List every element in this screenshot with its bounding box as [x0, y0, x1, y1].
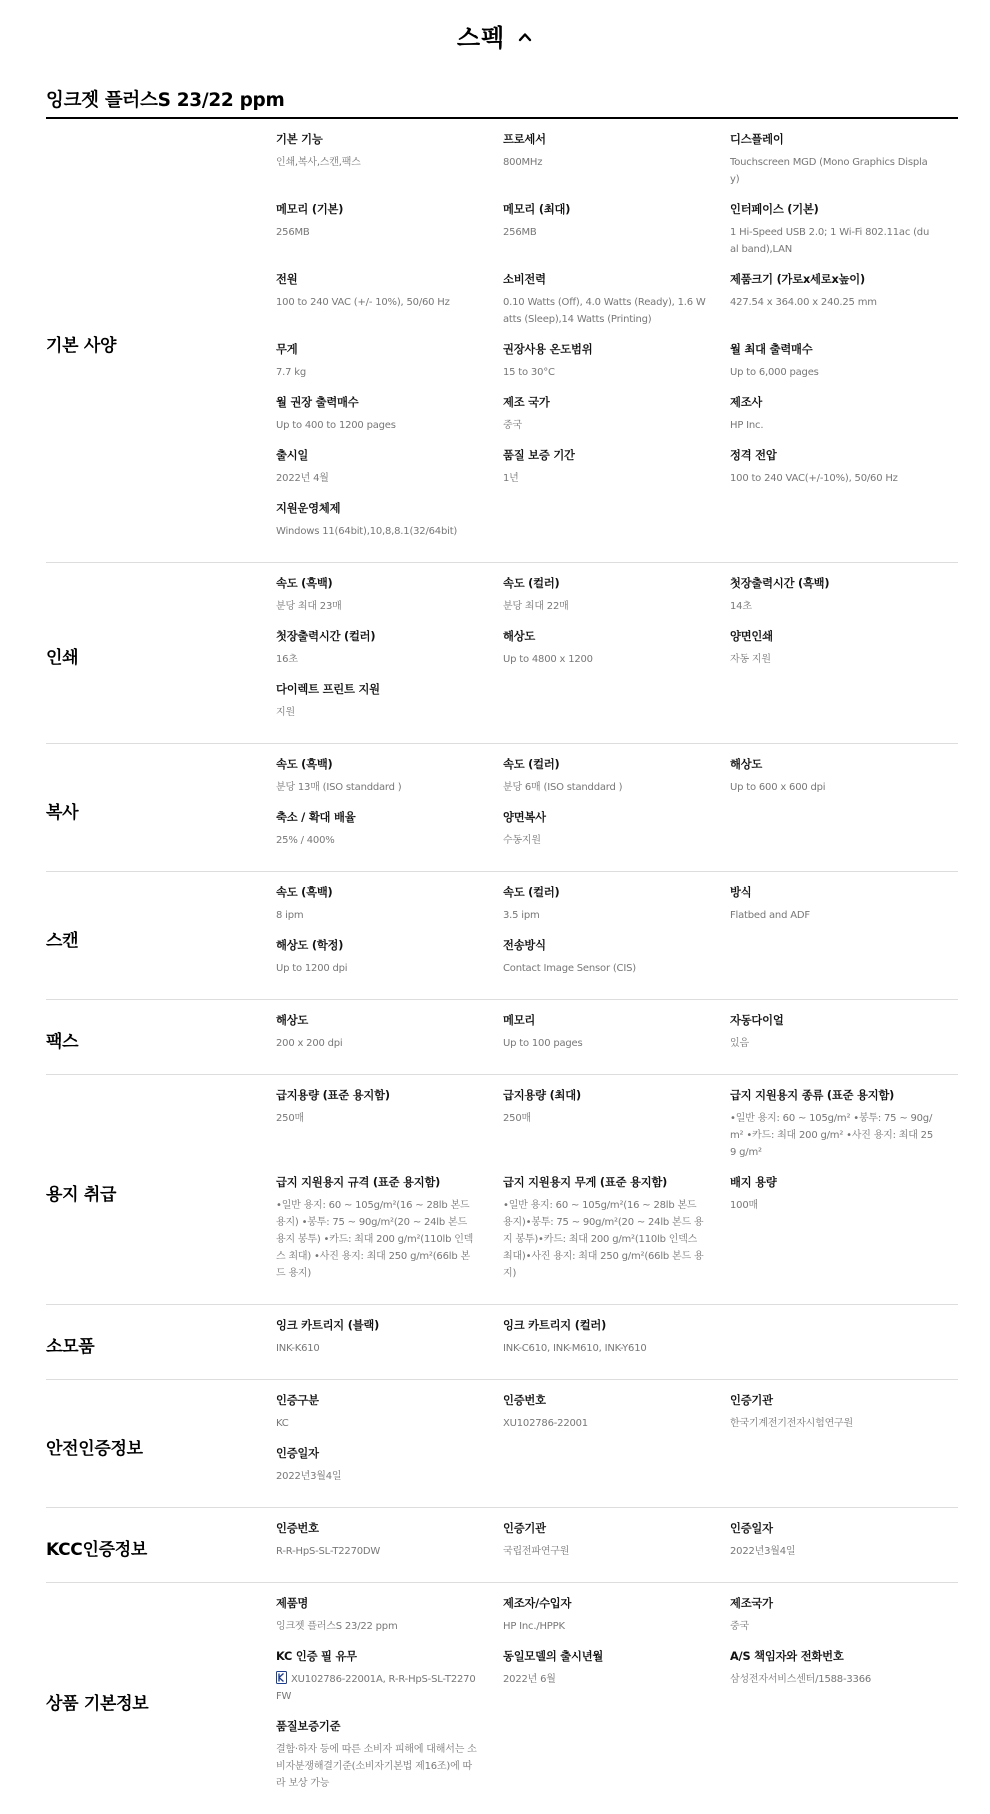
spec-value: 한국기계전기전자시험연구원 — [730, 1418, 853, 1429]
spec-label: 인증번호 — [276, 1522, 319, 1535]
spec-value: •일반 용지: 60 ~ 105g/m² •봉투: 75 ~ 90g/m² •카드: 최대 200 g/m² •사진 용지: 최대 259 g/m² — [730, 1113, 933, 1158]
spec-value: 1 Hi-Speed USB 2.0; 1 Wi-Fi 802.11ac (dual band),LAN — [730, 227, 930, 255]
spec-value: Contact Image Sensor (CIS) — [503, 963, 636, 974]
spec-section — [46, 1075, 958, 1305]
spec-value: 800MHz — [503, 157, 543, 168]
spec-item — [503, 1596, 730, 1635]
spec-item — [730, 1393, 958, 1432]
spec-label: 인증번호 — [503, 1394, 546, 1407]
spec-grid — [276, 1013, 958, 1066]
chevron-up-icon[interactable] — [517, 29, 533, 45]
spec-label: 급지 지원용지 종류 (표준 용지함) — [730, 1089, 895, 1102]
spec-value: 256MB — [276, 227, 310, 238]
spec-label: 급지 지원용지 무게 (표준 용지함) — [503, 1176, 668, 1189]
spec-section — [46, 744, 958, 872]
spec-value: XU102786-22001 — [503, 1418, 588, 1429]
spec-label: 양면복사 — [503, 811, 546, 824]
spec-label: 속도 (흑백) — [276, 886, 333, 899]
spec-value: 100매 — [730, 1200, 758, 1211]
section-category: 팩스 — [46, 1032, 79, 1052]
spec-section — [46, 872, 958, 1000]
spec-value: 250매 — [503, 1113, 531, 1124]
spec-label: 제조국가 — [730, 1597, 773, 1610]
spec-label: 해상도 (학정) — [276, 939, 344, 952]
spec-label: 해상도 — [730, 758, 763, 771]
spec-value: 100 to 240 VAC(+/-10%), 50/60 Hz — [730, 473, 898, 484]
spec-item — [276, 629, 503, 668]
spec-item — [503, 1013, 730, 1052]
spec-item — [276, 938, 503, 977]
section-category: 기본 사양 — [46, 335, 117, 356]
spec-value: Touchscreen MGD (Mono Graphics Display) — [730, 157, 928, 185]
spec-item — [503, 1318, 730, 1357]
section-category: 용지 취급 — [46, 1184, 117, 1205]
spec-item — [276, 1596, 503, 1635]
spec-grid — [276, 885, 958, 991]
spec-item — [730, 576, 958, 615]
spec-value: 분당 최대 23매 — [276, 601, 342, 612]
spec-item — [276, 448, 503, 487]
spec-value: •일반 용지: 60 ~ 105g/m²(16 ~ 28lb 본드 용지) •봉투: 75 ~ 90g/m²(20 ~ 24lb 본드 용지 봉투) •카드: 최대 200 g/m²(110lb 인덱스 최대) •사진 용지: 최대 250 g/m²(66lb 본드 용지) — [276, 1200, 474, 1279]
spec-value: 있음 — [730, 1038, 749, 1049]
spec-value: R-R-HpS-SL-T2270DW — [276, 1546, 381, 1557]
spec-sections — [46, 119, 958, 1814]
spec-label: 품질 보증 기간 — [503, 449, 575, 462]
spec-label: 속도 (흑백) — [276, 577, 333, 590]
spec-grid — [276, 1596, 958, 1806]
spec-label: 월 권장 출력매수 — [276, 396, 359, 409]
spec-item — [503, 810, 730, 849]
spec-grid — [276, 757, 958, 863]
spec-label: 인증구분 — [276, 1394, 319, 1407]
spec-value: 14초 — [730, 601, 752, 612]
spec-value: Up to 100 pages — [503, 1038, 583, 1049]
spec-label: 인증일자 — [730, 1522, 773, 1535]
spec-item — [730, 202, 958, 258]
section-category: 인쇄 — [46, 648, 79, 668]
spec-value: 국립전파연구원 — [503, 1546, 570, 1557]
spec-item — [730, 342, 958, 381]
spec-grid — [276, 576, 958, 735]
spec-section — [46, 563, 958, 744]
spec-value: 256MB — [503, 227, 537, 238]
spec-value: 분당 6매 (ISO standdard ) — [503, 782, 623, 793]
spec-item — [730, 1521, 958, 1560]
spec-item — [730, 272, 958, 328]
spec-value: Up to 6,000 pages — [730, 367, 819, 378]
spec-value: 200 x 200 dpi — [276, 1038, 343, 1049]
spec-label: 잉크 카트리지 (블랙) — [276, 1319, 380, 1332]
spec-item — [730, 132, 958, 188]
spec-label: 전송방식 — [503, 939, 546, 952]
spec-value: 250매 — [276, 1113, 304, 1124]
spec-item — [276, 1719, 503, 1792]
spec-label: 인증기관 — [730, 1394, 773, 1407]
spec-value: Up to 400 to 1200 pages — [276, 420, 396, 431]
spec-value: Up to 1200 dpi — [276, 963, 348, 974]
spec-item — [503, 629, 730, 668]
spec-item — [276, 501, 503, 540]
spec-item — [276, 1013, 503, 1052]
spec-label: 첫장출력시간 (컬러) — [276, 630, 376, 643]
spec-label: 양면인쇄 — [730, 630, 773, 643]
spec-item — [503, 1393, 730, 1432]
section-category: 복사 — [46, 802, 79, 823]
product-title: 잉크젯 플러스S 23/22 ppm — [46, 90, 285, 111]
spec-label: 속도 (컬러) — [503, 577, 560, 590]
spec-section — [46, 119, 958, 563]
spec-label: 무게 — [276, 343, 298, 356]
spec-item — [503, 576, 730, 615]
spec-item — [276, 1318, 503, 1357]
spec-value: 지원 — [276, 707, 295, 718]
spec-value: INK-C610, INK-M610, INK-Y610 — [503, 1343, 647, 1354]
spec-grid — [276, 1521, 958, 1574]
spec-label: 품질보증기준 — [276, 1720, 341, 1733]
spec-value: Up to 4800 x 1200 — [503, 654, 593, 665]
spec-item — [276, 757, 503, 796]
spec-value: 2022년3월4일 — [730, 1546, 796, 1557]
spec-item — [730, 1596, 958, 1635]
spec-label: 제조자/수입자 — [503, 1597, 572, 1610]
spec-value: •일반 용지: 60 ~ 105g/m²(16 ~ 28lb 본드 용지)•봉투: 75 ~ 90g/m²(20 ~ 24lb 본드 용지 봉투)•카드: 최대 200 g/m²(110lb 인덱스 최대)•사진 용지: 최대 250 g/m²(66lb 본드 용지) — [503, 1200, 704, 1279]
spec-label: 메모리 — [503, 1014, 536, 1027]
spec-item — [503, 342, 730, 381]
spec-item — [730, 448, 958, 487]
spec-item — [503, 1649, 730, 1705]
spec-value: 분당 13매 (ISO standdard ) — [276, 782, 402, 793]
spec-item — [276, 272, 503, 328]
spec-item — [503, 1521, 730, 1560]
spec-item — [730, 1013, 958, 1052]
spec-section — [46, 1305, 958, 1380]
spec-value: KC — [276, 1418, 289, 1429]
spec-label: 제품명 — [276, 1597, 309, 1610]
section-category: KCC인증정보 — [46, 1540, 147, 1560]
spec-item — [503, 272, 730, 328]
spec-label: 메모리 (기본) — [276, 203, 344, 216]
spec-label: 권장사용 온도범위 — [503, 343, 593, 356]
spec-label: 인터페이스 (기본) — [730, 203, 819, 216]
spec-value: 2022년3월4일 — [276, 1471, 342, 1482]
spec-label: 제조 국가 — [503, 396, 550, 409]
spec-value: 100 to 240 VAC (+/- 10%), 50/60 Hz — [276, 297, 450, 308]
spec-value: 잉크젯 플러스S 23/22 ppm — [276, 1621, 398, 1632]
section-category: 스캔 — [46, 930, 79, 951]
section-category: 안전인증정보 — [46, 1438, 143, 1459]
spec-label: 소비전력 — [503, 273, 546, 286]
spec-value: 중국 — [730, 1621, 749, 1632]
spec-label: 출시일 — [276, 449, 309, 462]
spec-section — [46, 1508, 958, 1583]
spec-item — [276, 885, 503, 924]
spec-item — [276, 132, 503, 188]
spec-label: 자동다이얼 — [730, 1014, 784, 1027]
spec-label: 제품크기 (가로x세로x높이) — [730, 273, 865, 286]
spec-item — [276, 682, 503, 721]
spec-item — [503, 202, 730, 258]
spec-item — [730, 757, 958, 796]
spec-label: 해상도 — [276, 1014, 309, 1027]
spec-label: 디스플레이 — [730, 133, 784, 146]
spec-label: KC 인증 필 유무 — [276, 1650, 357, 1663]
spec-label: 동일모델의 출시년월 — [503, 1650, 604, 1663]
spec-value: 15 to 30°C — [503, 367, 555, 378]
spec-value: 수동지원 — [503, 835, 541, 846]
spec-label: 인증일자 — [276, 1447, 319, 1460]
spec-label: 다이렉트 프린트 지원 — [276, 683, 380, 696]
spec-label: 속도 (컬러) — [503, 886, 560, 899]
spec-value: 8 ipm — [276, 910, 304, 921]
spec-label: 월 최대 출력매수 — [730, 343, 813, 356]
spec-label: 잉크 카트리지 (컬러) — [503, 1319, 607, 1332]
spec-value: XU102786-22001A, R-R-HpS-SL-T2270FW — [276, 1671, 479, 1705]
spec-item — [503, 395, 730, 434]
spec-label: 방식 — [730, 886, 752, 899]
spec-item — [276, 342, 503, 381]
spec-value: 자동 지원 — [730, 654, 771, 665]
spec-item — [730, 885, 958, 924]
spec-label: 급지용량 (최대) — [503, 1089, 581, 1102]
spec-section — [46, 1000, 958, 1075]
spec-value: 16초 — [276, 654, 298, 665]
spec-label: 지원운영체제 — [276, 502, 341, 515]
spec-label: 전원 — [276, 273, 298, 286]
spec-label: 속도 (컬러) — [503, 758, 560, 771]
spec-item — [276, 1175, 503, 1282]
spec-value: 2022년 6월 — [503, 1674, 556, 1685]
spec-item — [730, 1175, 958, 1282]
spec-label: 정격 전압 — [730, 449, 777, 462]
spec-item — [276, 202, 503, 258]
spec-label: 제조사 — [730, 396, 763, 409]
spec-item — [730, 629, 958, 668]
spec-label: 프로세서 — [503, 133, 546, 146]
spec-value: 3.5 ipm — [503, 910, 540, 921]
spec-item — [730, 395, 958, 434]
spec-value: 0.10 Watts (Off), 4.0 Watts (Ready), 1.6 Watts (Sleep),14 Watts (Printing) — [503, 297, 706, 325]
spec-label: 급지 지원용지 규격 (표준 용지함) — [276, 1176, 441, 1189]
spec-label: A/S 책임자와 전화번호 — [730, 1650, 844, 1663]
spec-value: 1년 — [503, 473, 519, 484]
spec-item — [730, 1649, 958, 1705]
spec-value: Up to 600 x 600 dpi — [730, 782, 826, 793]
spec-value: INK-K610 — [276, 1343, 320, 1354]
spec-value: Windows 11(64bit),10,8,8.1(32/64bit) — [276, 526, 458, 537]
spec-title: 스펙 — [456, 23, 506, 52]
spec-value: HP Inc./HPPK — [503, 1621, 565, 1632]
kc-mark-icon — [276, 1671, 287, 1684]
spec-item — [503, 938, 730, 977]
spec-label: 급지용량 (표준 용지함) — [276, 1089, 390, 1102]
spec-label: 해상도 — [503, 630, 536, 643]
spec-item — [276, 1521, 503, 1560]
spec-value: Flatbed and ADF — [730, 910, 810, 921]
spec-value: 25% / 400% — [276, 835, 335, 846]
spec-grid — [276, 132, 958, 554]
spec-item — [276, 1649, 503, 1705]
spec-section — [46, 1380, 958, 1508]
spec-item — [503, 885, 730, 924]
spec-item — [730, 1088, 958, 1161]
spec-value: 중국 — [503, 420, 522, 431]
spec-label: 메모리 (최대) — [503, 203, 571, 216]
spec-label: 기본 기능 — [276, 133, 323, 146]
spec-item — [503, 132, 730, 188]
spec-item — [276, 1446, 503, 1485]
spec-item — [276, 1393, 503, 1432]
spec-value: 7.7 kg — [276, 367, 307, 378]
spec-label: 인증기관 — [503, 1522, 546, 1535]
spec-item — [276, 395, 503, 434]
spec-value: HP Inc. — [730, 420, 764, 431]
spec-value: 인쇄,복사,스캔,팩스 — [276, 157, 361, 168]
spec-value: 결함·하자 등에 따른 소비자 피해에 대해서는 소비자분쟁해결기준(소비자기본법 제16조)에 따라 보상 가능 — [276, 1744, 477, 1789]
spec-grid — [276, 1393, 958, 1499]
spec-value: 삼성전자서비스센터/1588-3366 — [730, 1674, 872, 1685]
spec-label: 배지 용량 — [730, 1176, 777, 1189]
spec-header[interactable] — [0, 0, 990, 64]
spec-label: 축소 / 확대 배율 — [276, 811, 356, 824]
spec-value: 427.54 x 364.00 x 240.25 mm — [730, 297, 877, 308]
section-category: 상품 기본정보 — [46, 1693, 149, 1714]
spec-item — [276, 810, 503, 849]
spec-label: 속도 (흑백) — [276, 758, 333, 771]
spec-section — [46, 1583, 958, 1814]
spec-value: 분당 최대 22매 — [503, 601, 569, 612]
spec-item — [503, 1175, 730, 1282]
spec-item — [503, 448, 730, 487]
spec-grid — [276, 1088, 958, 1296]
spec-grid — [276, 1318, 958, 1371]
spec-item — [276, 576, 503, 615]
spec-item — [503, 1088, 730, 1161]
spec-label: 첫장출력시간 (흑백) — [730, 577, 830, 590]
spec-value: 2022년 4월 — [276, 473, 329, 484]
section-category: 소모품 — [46, 1337, 95, 1357]
spec-item — [503, 757, 730, 796]
spec-item — [276, 1088, 503, 1161]
